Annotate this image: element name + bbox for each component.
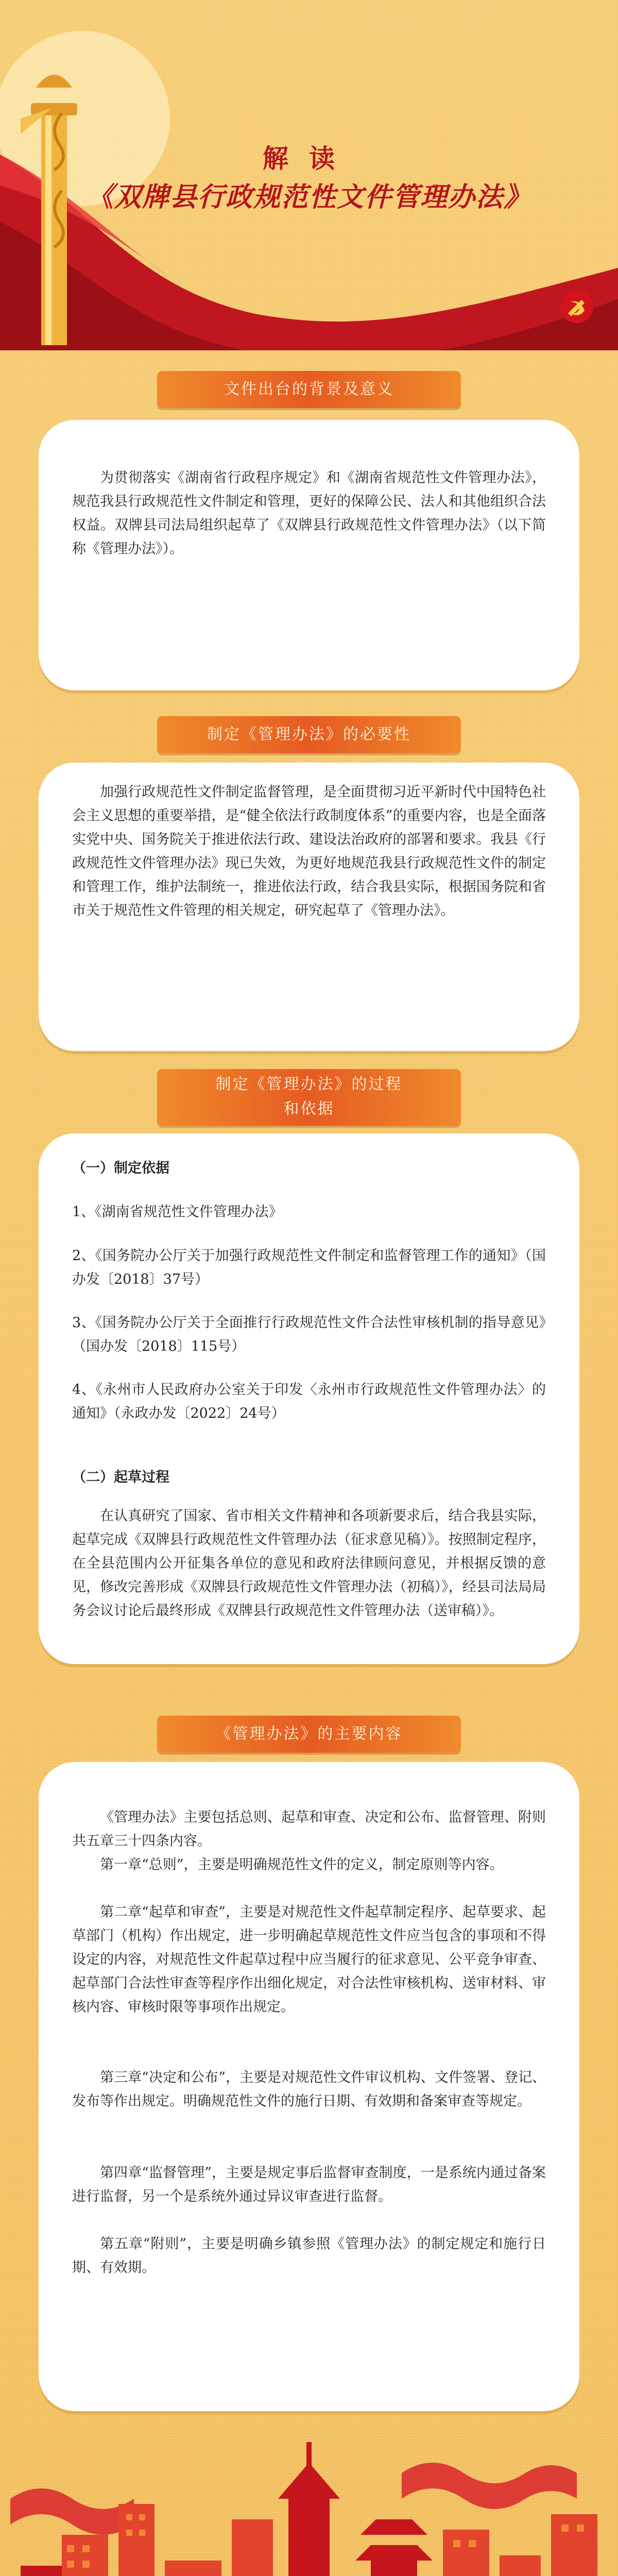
background-paragraph: 为贯彻落实《湖南省行政程序规定》和《湖南省规范性文件管理办法》，规范我县行政规范性文件制定和管理，更好的保障公民、法人和其他组织合法权益。双牌县司法局组织起草了《双牌县行政规范性文件管理办法》（以下简称《管理办法》）。 <box>72 470 546 557</box>
title-line-1: 解读 <box>263 143 355 174</box>
party-emblem-icon <box>559 289 595 325</box>
title-line-2: 《双牌县行政规范性文件管理办法》 <box>86 181 531 213</box>
section-heading-background: 文件出台的背景及意义 <box>157 371 461 408</box>
content-paragraph: 《管理办法》主要包括总则、起草和审查、决定和公布、监督管理、附则共五章三十四条内容。 <box>72 1809 546 1849</box>
basis-item: 3、《国务院办公厅关于全面推行行政规范性文件合法性审核机制的指导意见》（国办发〔2018〕115号） <box>72 1315 546 1354</box>
content-paragraph: 第二章“起草和审查”，主要是对规范性文件起草制定程序、起草要求、起草部门（机构）作出规定，进一步明确起草规范性文件应当包含的事项和不得设定的内容，对规范性文件起草过程中应当履行的征求意见、公平竞争审查、起草部门合法性审查等程序作出细化规定，对合法性审核机构、送审材料、审核内容、审核时限等事项作出规定。 <box>72 1904 546 2015</box>
subheading-drafting: （二）起草过程 <box>72 1469 169 1485</box>
section-heading-content: 《管理办法》的主要内容 <box>157 1716 461 1753</box>
subheading-basis: （一）制定依据 <box>72 1160 169 1176</box>
section-heading-process: 制定《管理办法》的过程 和依据 <box>157 1069 461 1126</box>
header <box>0 0 618 350</box>
content-paragraph: 第三章“决定和公布”，主要是对规范性文件审议机构、文件签署、登记、发布等作出规定。明确规范性文件的施行日期、有效期和备案审查等规定。 <box>72 2070 546 2109</box>
content-paragraph: 第一章“总则”，主要是明确规范性文件的定义，制定原则等内容。 <box>100 1857 504 1873</box>
content-paragraph: 第五章“附则”，主要是明确乡镇参照《管理办法》的制定规定和施行日期、有效期。 <box>72 2236 546 2276</box>
basis-item: 2、《国务院办公厅关于加强行政规范性文件制定和监督管理工作的通知》（国办发〔2018〕37号） <box>72 1248 546 1287</box>
basis-item: 1、《湖南省规范性文件管理办法》 <box>72 1204 283 1220</box>
drafting-paragraph: 在认真研究了国家、省市相关文件精神和各项新要求后，结合我县实际，起草完成《双牌县行政规范性文件管理办法（征求意见稿）》。按照制定程序，在全县范围内公开征集各单位的意见和政府法律顾问意见，并根据反馈的意见，修改完善形成《双牌县行政规范性文件管理办法（初稿）》，经县司法局局务会议讨论后最终形成《双牌县行政规范性文件管理办法（送审稿）》。 <box>72 1508 546 1619</box>
content-paragraph: 第四章“监督管理”，主要是规定事后监督审查制度，一是系统内通过备案进行监督，另一个是系统外通过异议审查进行监督。 <box>72 2165 546 2205</box>
necessity-paragraph: 加强行政规范性文件制定监督管理，是全面贯彻习近平新时代中国特色社会主义思想的重要举措，是“健全依法行政制度体系”的重要内容，也是全面落实党中央、国务院关于推进依法行政、建设法治政府的部署和要求。我县《行政规范性文件管理办法》现已失效，为更好地规范我县行政规范性文件的制定和管理工作，维护法制统一，推进依法行政，结合我县实际，根据国务院和省市关于规范性文件管理的相关规定，研究起草了《管理办法》。 <box>72 784 546 919</box>
section-heading-necessity: 制定《管理办法》的必要性 <box>157 716 461 753</box>
basis-item: 4、《永州市人民政府办公室关于印发〈永州市行政规范性文件管理办法〉的通知》（永政办发〔2022〕24号） <box>72 1382 546 1421</box>
city-skyline-illustration <box>0 2406 618 2576</box>
